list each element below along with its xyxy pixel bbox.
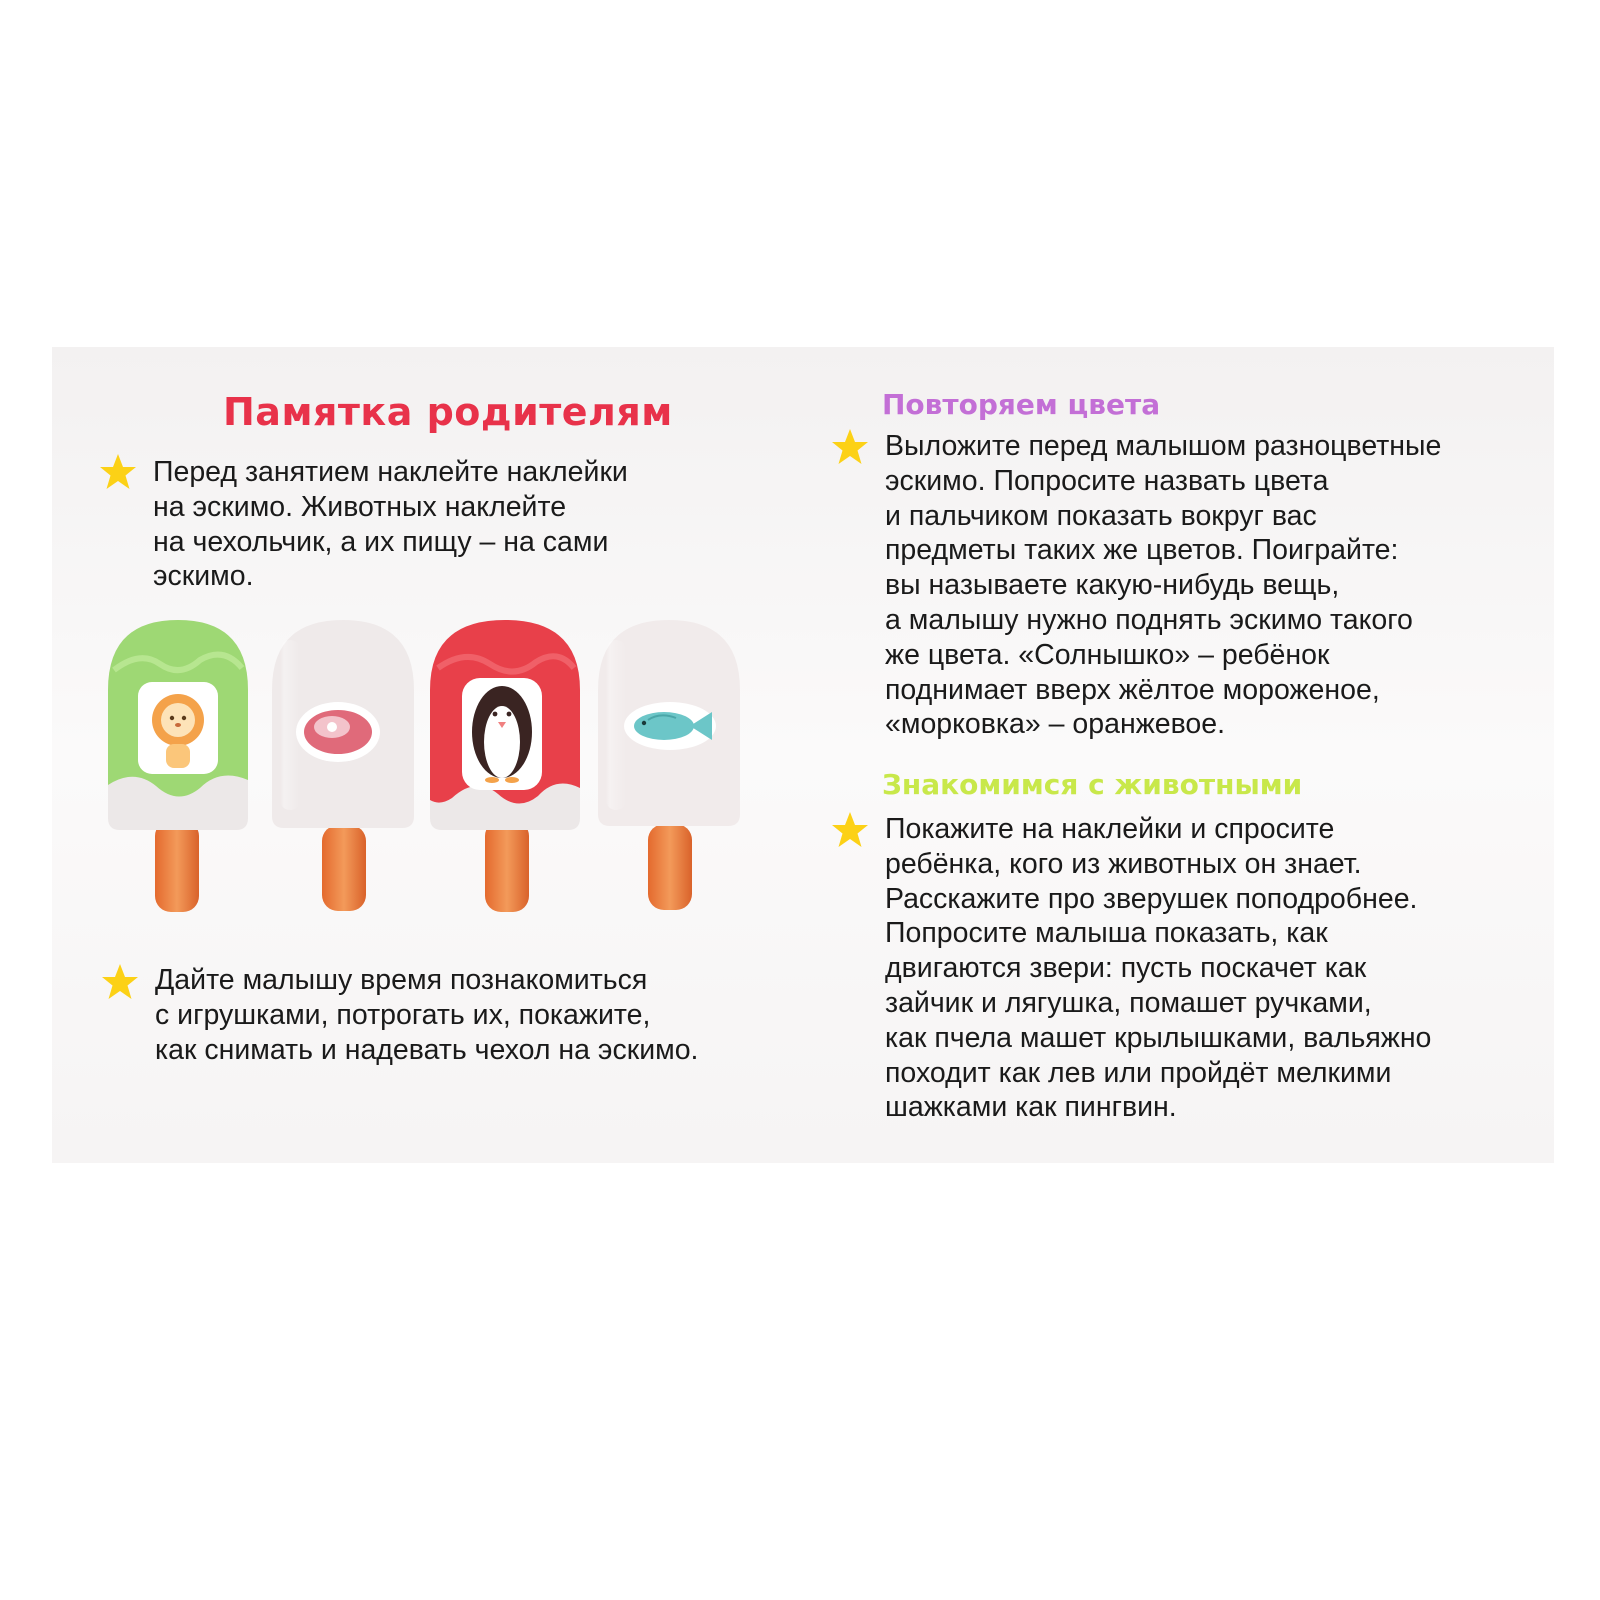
text-line: эскимо. [153, 560, 254, 593]
section-title-animals: Знакомимся с животными [882, 768, 1303, 801]
text-line: а малышу нужно поднять эскимо такого [885, 603, 1413, 636]
penguin-icon [462, 678, 542, 790]
meat-icon [296, 702, 380, 762]
left-bullet-2-text [155, 963, 698, 1067]
popsicle-green [108, 620, 248, 912]
text-line: как пчела машет крылышками, вальяжно [885, 1021, 1432, 1054]
text-line: на эскимо. Животных наклейте [153, 490, 567, 523]
text-line: Расскажите про зверушек поподробнее. [885, 882, 1418, 915]
section-animals-text [885, 812, 1431, 1125]
popsicle-plain-1 [272, 620, 414, 911]
left-bullet-1-text [153, 455, 628, 594]
popsicles-illustration [100, 620, 760, 940]
star-icon [830, 810, 870, 850]
text-line: двигаются звери: пусть поскачет как [885, 952, 1367, 985]
text-line: как снимать и надевать чехол на эскимо. [155, 1033, 699, 1066]
text-line: на чехольчик, а их пищу – на сами [153, 525, 609, 558]
text-line: поднимает вверх жёлтое мороженое, [885, 673, 1380, 706]
text-line: шажками как пингвин. [885, 1091, 1177, 1124]
text-line: и пальчиком показать вокруг вас [885, 499, 1317, 532]
text-line: ребёнка, кого из животных он знает. [885, 847, 1362, 880]
main-title: Памятка родителям [223, 390, 673, 434]
star-icon [100, 962, 140, 1002]
text-line: Дайте малышу время познакомиться [155, 964, 648, 996]
section-colors-text [885, 429, 1441, 742]
text-line: предметы таких же цветов. Поиграйте: [885, 534, 1399, 567]
text-line: зайчик и лягушка, помашет ручками, [885, 986, 1372, 1019]
text-line: эскимо. Попросите назвать цвета [885, 464, 1329, 497]
popsicle-plain-2 [598, 620, 740, 910]
text-line: Выложите перед малышом разноцветные [885, 430, 1442, 462]
text-line: Попросите малыша показать, как [885, 917, 1328, 950]
text-line: вы называете какую-нибудь вещь, [885, 569, 1340, 602]
lion-icon [138, 682, 218, 774]
star-icon [830, 427, 870, 467]
text-line: Перед занятием наклейте наклейки [153, 456, 628, 488]
section-title-colors: Повторяем цвета [882, 388, 1161, 421]
text-line: же цвета. «Солнышко» – ребёнок [885, 638, 1330, 671]
popsicle-red [430, 620, 580, 912]
text-line: походит как лев или пройдёт мелкими [885, 1056, 1392, 1089]
star-icon [98, 452, 138, 492]
text-line: Покажите на наклейки и спросите [885, 813, 1335, 845]
text-line: с игрушками, потрогать их, покажите, [155, 998, 651, 1031]
fish-icon [624, 702, 716, 750]
text-line: «морковка» – оранжевое. [885, 708, 1226, 741]
